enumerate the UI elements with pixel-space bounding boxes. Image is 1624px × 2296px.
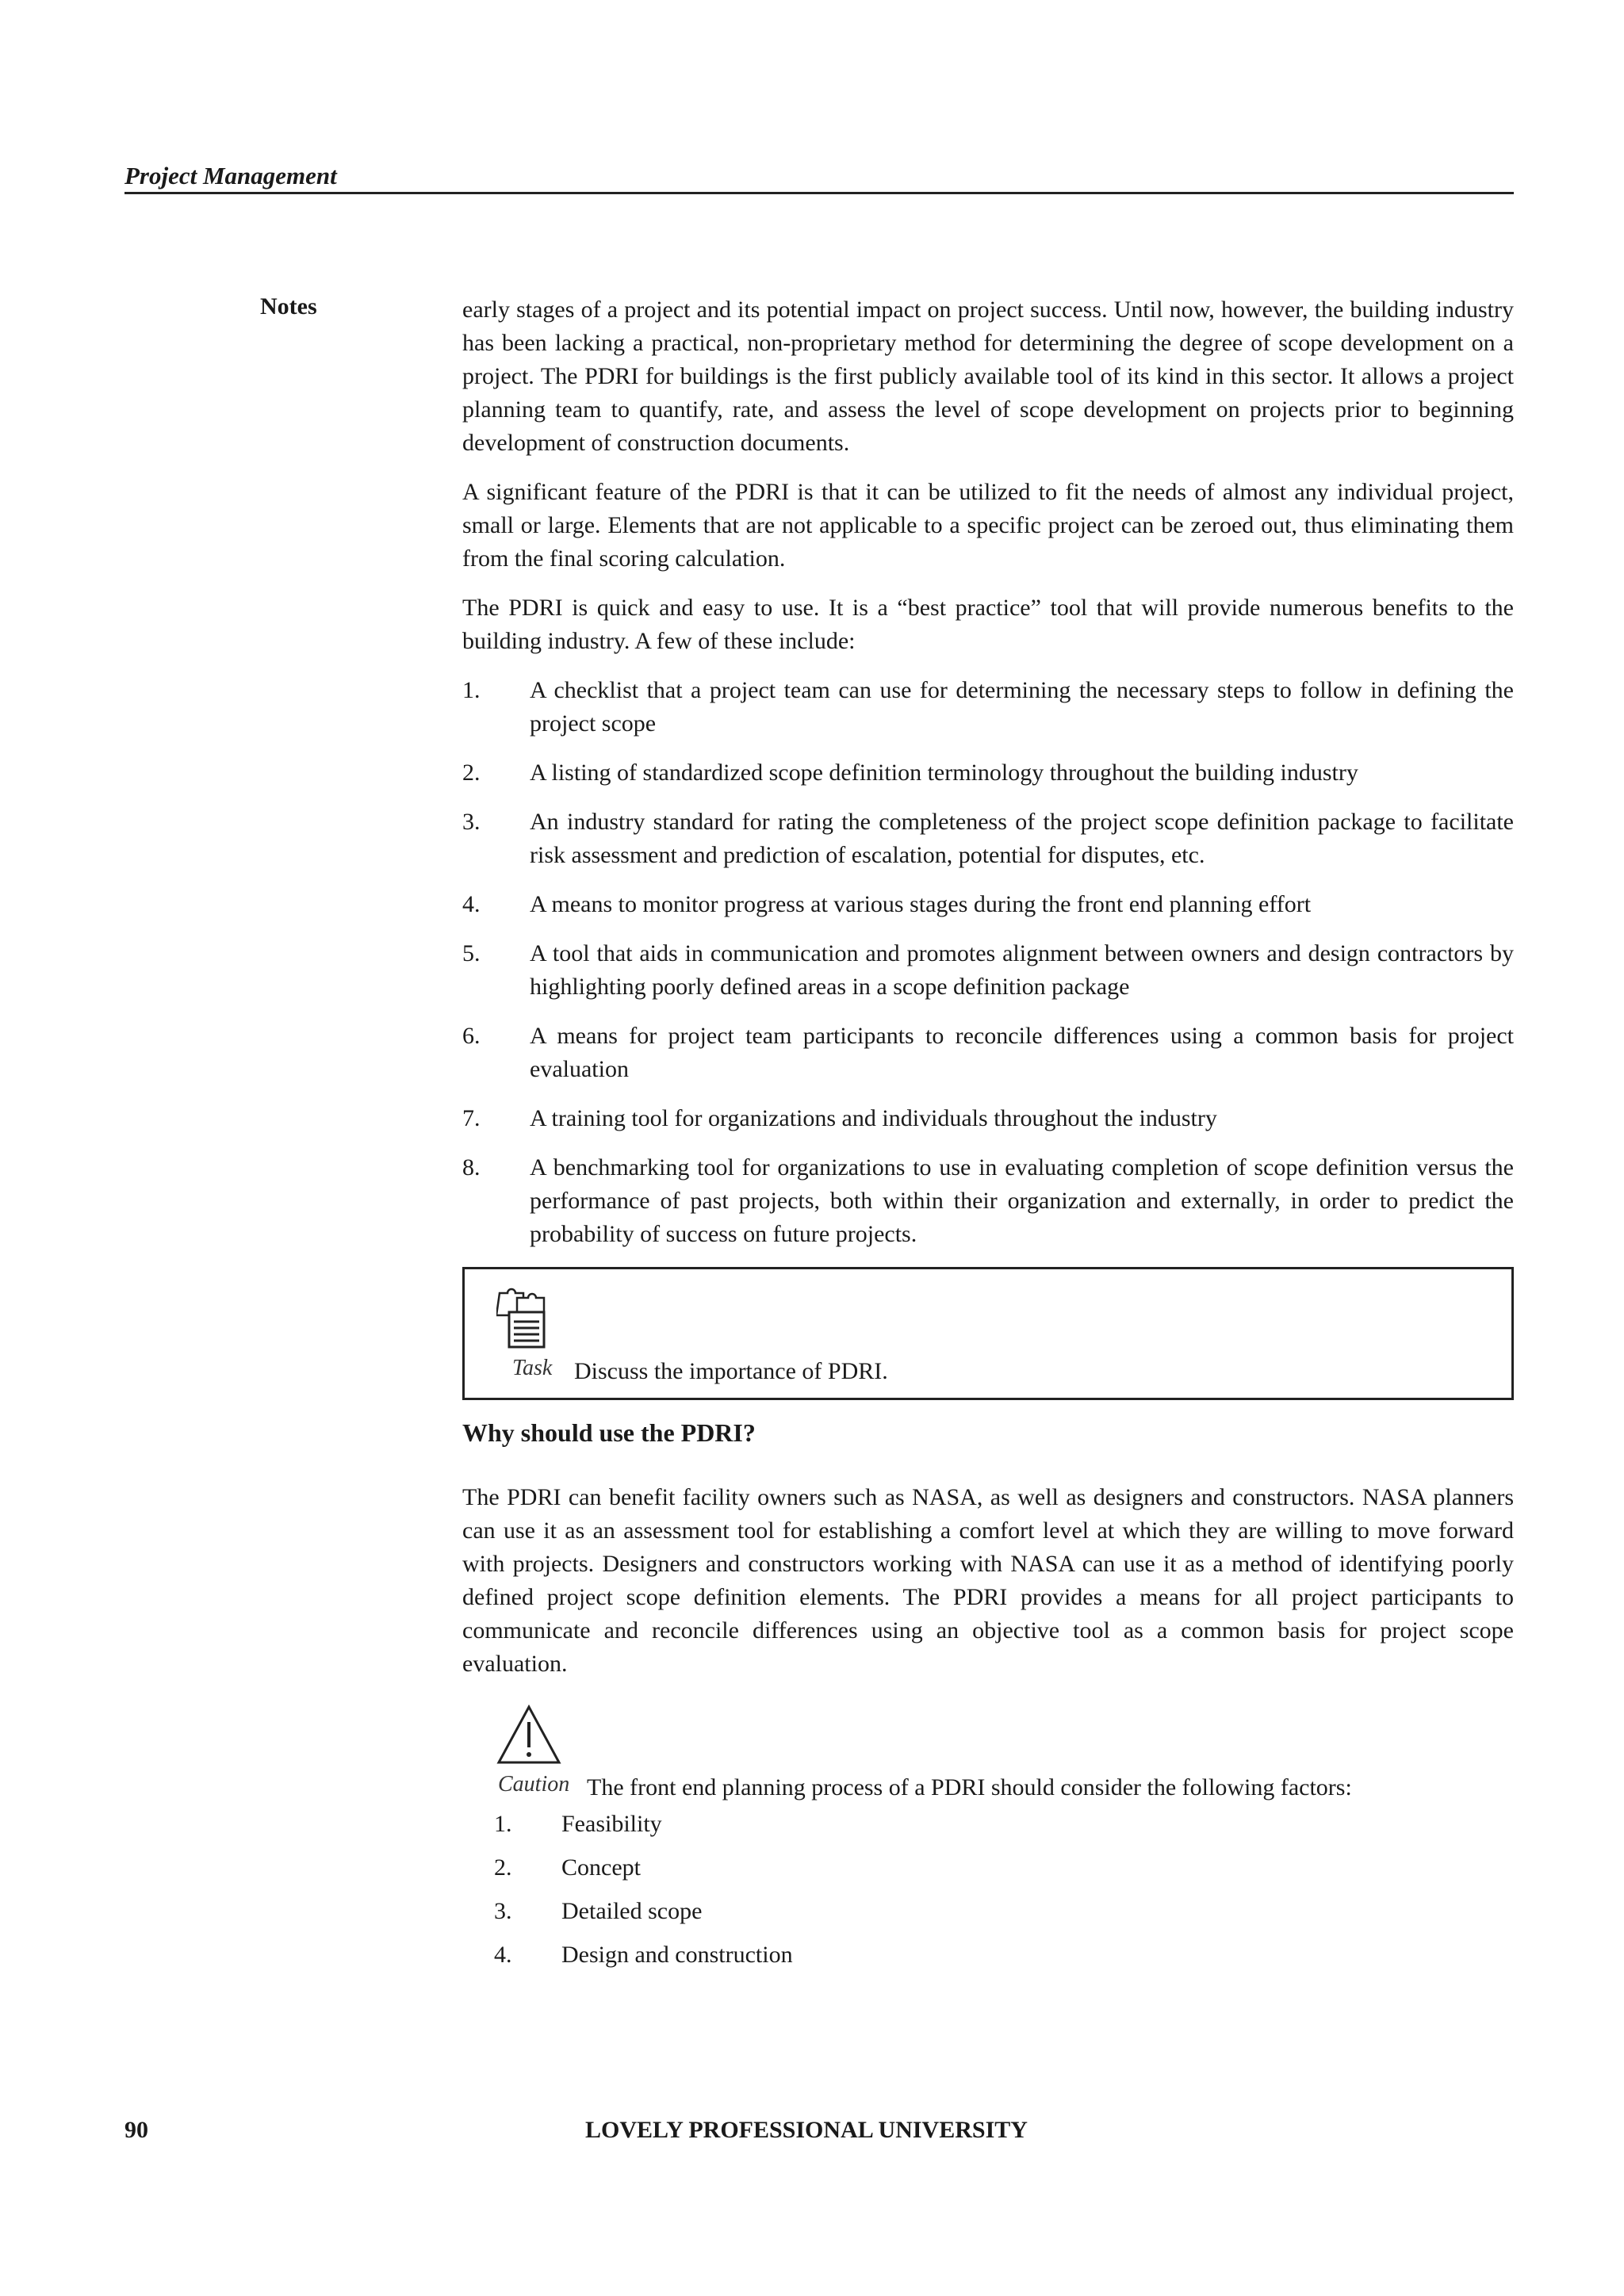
running-head: Project Management	[124, 162, 337, 189]
list-item-text: A listing of standardized scope definition terminology throughout the building industry	[530, 760, 1358, 786]
benefits-list	[462, 674, 1514, 1251]
list-item-text: A checklist that a project team can use for determining the necessary steps to follow in defining the project scope	[530, 677, 1514, 737]
list-item-text: Detailed scope	[561, 1898, 703, 1924]
list-item-text: Design and construction	[561, 1942, 793, 1968]
list-item-number: 4.	[494, 1942, 512, 1968]
list-item-number: 8.	[462, 1154, 481, 1181]
section-title: Why should use the PDRI?	[462, 1418, 756, 1447]
task-box	[462, 1267, 1514, 1400]
list-item	[462, 1102, 1514, 1135]
paragraph-feature: A significant feature of the PDRI is that it can be utilized to fit the needs of almost any individual project, small or large. Elements that are not applicable to a specific project can be zeroed out, thus eliminating them from the final scoring calculation.	[462, 479, 1514, 572]
list-item	[462, 756, 1514, 790]
list-item-text: A means to monitor progress at various stages during the front end planning effort	[530, 891, 1312, 917]
notes-margin-label: Notes	[260, 293, 317, 320]
factors-list	[462, 1808, 1514, 1982]
task-label: Task	[512, 1356, 553, 1380]
list-item-text: A tool that aids in communication and promotes alignment between owners and design contractors by highlighting poorly defined areas in a scope definition package	[530, 940, 1514, 1000]
page-number: 90	[124, 2117, 148, 2143]
list-item-number: 5.	[462, 940, 481, 966]
list-item-text: An industry standard for rating the completeness of the project scope definition package to facilitate risk assessment and prediction of escalation, potential for disputes, etc.	[530, 809, 1514, 868]
task-text: Discuss the importance of PDRI.	[574, 1358, 888, 1384]
caution-block	[462, 1705, 1514, 1808]
caution-triangle-icon	[496, 1705, 561, 1765]
list-item	[462, 1151, 1514, 1251]
list-item-text: A training tool for organizations and individuals throughout the industry	[530, 1105, 1217, 1131]
list-item-text: A benchmarking tool for organizations to use in evaluating completion of scope definition versus the performance of past projects, both within their organization and externally, in order to predict the probability of success on future projects.	[530, 1154, 1514, 1247]
list-item	[462, 937, 1514, 1004]
paragraph-benefits-intro: The PDRI is quick and easy to use. It is a “best practice” tool that will provide numerous benefits to the building industry. A few of these include:	[462, 595, 1514, 654]
caution-label: Caution	[498, 1772, 570, 1797]
list-item-number: 1.	[462, 677, 481, 703]
caution-text: The front end planning process of a PDRI should consider the following factors:	[587, 1774, 1352, 1800]
task-puzzle-icon	[496, 1287, 552, 1350]
list-item	[462, 1808, 1514, 1851]
list-item	[462, 674, 1514, 740]
list-item-number: 2.	[494, 1854, 512, 1881]
list-item	[462, 1851, 1514, 1895]
list-item-text: Concept	[561, 1854, 641, 1881]
list-item-number: 7.	[462, 1105, 481, 1131]
footer-university: LOVELY PROFESSIONAL UNIVERSITY	[585, 2117, 1028, 2143]
list-item	[462, 1020, 1514, 1086]
list-item	[462, 806, 1514, 872]
list-item	[462, 1895, 1514, 1938]
main-content	[462, 293, 1514, 1982]
list-item-number: 2.	[462, 760, 481, 786]
paragraph-intro: early stages of a project and its potential impact on project success. Until now, however, the building industry has been lacking a practical, non-proprietary method for determining the degree of scope development on a project. The PDRI for buildings is the first publicly available tool of its kind in this sector. It allows a project planning team to quantify, rate, and assess the level of scope development on projects prior to beginning development of construction documents.	[462, 297, 1514, 456]
list-item-number: 6.	[462, 1023, 481, 1049]
paragraph-why-pdri: The PDRI can benefit facility owners such as NASA, as well as designers and constructors. NASA planners can use it as an assessment tool for establishing a comfort level at which they are willing to move forward with projects. Designers and constructors working with NASA can use it as a method of identifying poorly defined project scope definition elements. The PDRI provides a means for all project participants to communicate and reconcile differences using an objective tool as a common basis for project scope evaluation.	[462, 1484, 1514, 1677]
list-item-number: 3.	[494, 1898, 512, 1924]
list-item-number: 3.	[462, 809, 481, 835]
list-item	[462, 1938, 1514, 1982]
list-item-number: 1.	[494, 1811, 512, 1837]
list-item-number: 4.	[462, 891, 481, 917]
header-rule	[124, 192, 1514, 194]
list-item-text: A means for project team participants to reconcile differences using a common basis for project evaluation	[530, 1023, 1514, 1082]
list-item-text: Feasibility	[561, 1811, 662, 1837]
list-item	[462, 888, 1514, 921]
